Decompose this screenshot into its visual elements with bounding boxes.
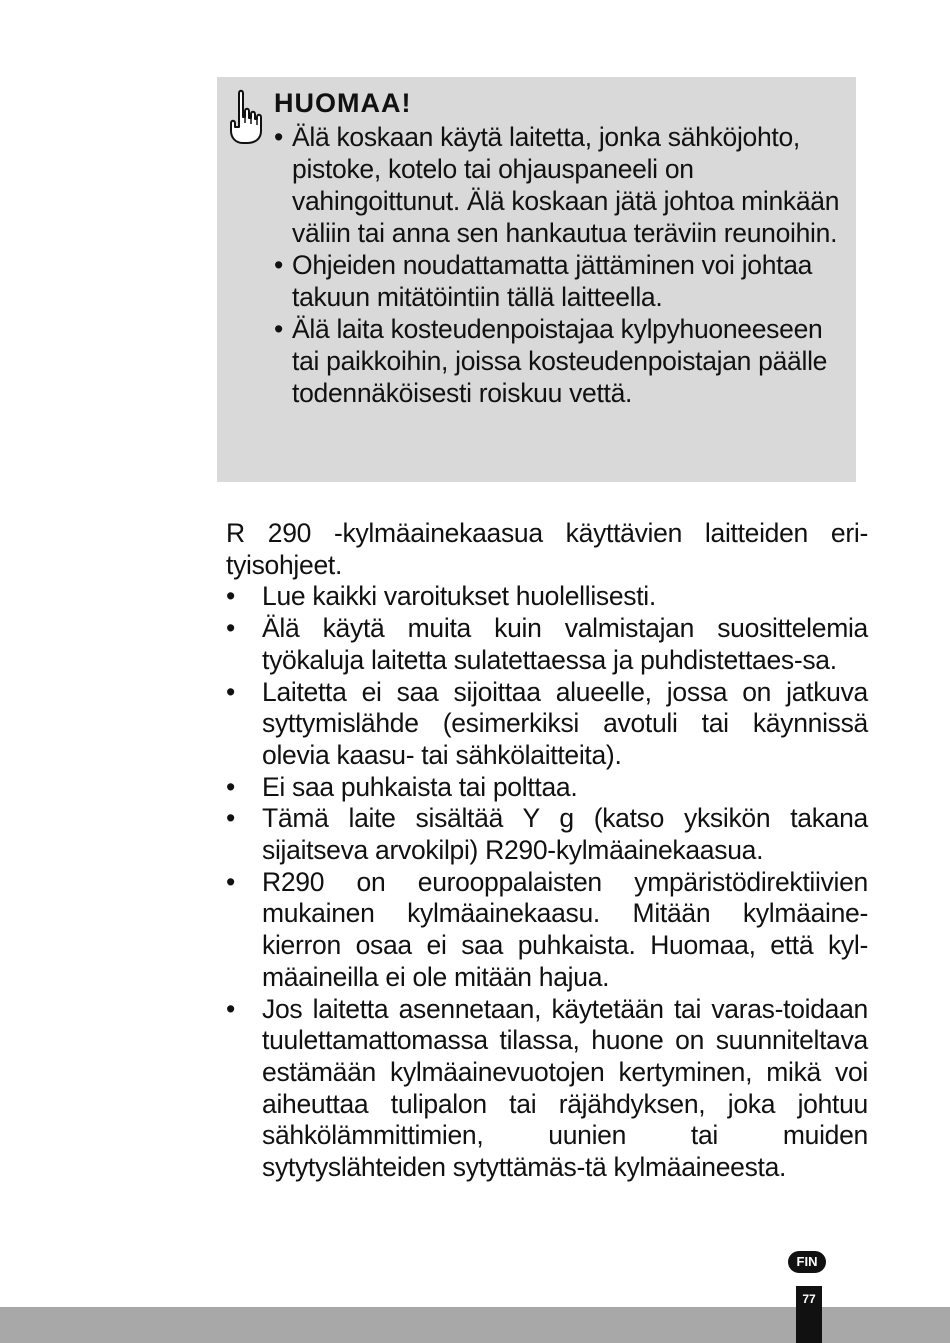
list-item: • Laitetta ei saa sijoittaa alueelle, jossa on jatkuva syttymislähde (esimerkiksi avotuli tai käynnissä olevia kaasu- tai sähkölaitteita). — [226, 676, 868, 770]
bullet: • — [274, 314, 283, 344]
list-item: • Älä käytä muita kuin valmistajan suosittelemia työkaluja laitetta sulatettaessa ja puhdistettaes-sa. — [226, 613, 868, 675]
bullet: • — [226, 771, 235, 802]
list-item: • Jos laitetta asennetaan, käytetään tai varas-toidaan tuulettamattomassa tilassa, huone on suunniteltava estämään kylmäainevuotojen kertyminen, mikä voi aiheuttaa tulipalon tai räjähdyksen, joka johtuu sähkölämmittimien, uunien tai muiden sytytyslähteiden sytyttämäs-tä kylmäaineesta. — [226, 993, 868, 1183]
bullet: • — [226, 993, 235, 1024]
note-item: • Älä koskaan käytä laitetta, jonka sähköjohto, pistoke, kotelo tai ohjauspaneeli on vahingoittunut. Älä koskaan jätä johtoa minkään väliin tai anna sen hankautua teräviin reunoihin. — [274, 122, 840, 248]
bullet: • — [274, 250, 283, 280]
note-box — [217, 77, 856, 482]
language-badge: FIN — [788, 1251, 826, 1273]
bullet: • — [226, 581, 235, 612]
bullet: • — [226, 613, 235, 644]
list-item: • R290 on eurooppalaisten ympäristödirektiivien mukainen kylmäainekaasu. Mitään kylmäaine-kierron osaa ei saa puhkaista. Huomaa, että kyl-mäaineilla ei ole mitään hajua. — [226, 866, 868, 992]
bullet: • — [226, 676, 235, 707]
main-content — [226, 518, 868, 1184]
instruction-list — [226, 581, 868, 1183]
bullet: • — [226, 803, 235, 834]
bullet: • — [226, 866, 235, 897]
note-item: • Ohjeiden noudattamatta jättäminen voi johtaa takuun mitätöintiin tällä laitteella. — [274, 250, 813, 312]
section-intro: R 290 -kylmäainekaasua käyttävien laitteiden eri-tyisohjeet. — [226, 518, 868, 580]
page-number: 77 — [802, 1292, 816, 1306]
list-item: • Ei saa puhkaista tai polttaa. — [226, 771, 578, 802]
note-list — [274, 121, 849, 409]
pointing-hand-icon — [225, 87, 265, 147]
note-title: HUOMAA! — [274, 88, 412, 118]
bullet: • — [274, 122, 283, 152]
page-number-box — [796, 1286, 822, 1343]
list-item: • Tämä laite sisältää Y g (katso yksikön takana sijaitseva arvokilpi) R290-kylmäainekaasua. — [226, 803, 868, 866]
note-item: • Älä laita kosteudenpoistajaa kylpyhuoneeseen tai paikkoihin, joissa kosteudenpoistajan päälle todennäköisesti roiskuu vettä. — [274, 314, 828, 408]
list-item: • Lue kaikki varoitukset huolellisesti. — [226, 581, 656, 612]
